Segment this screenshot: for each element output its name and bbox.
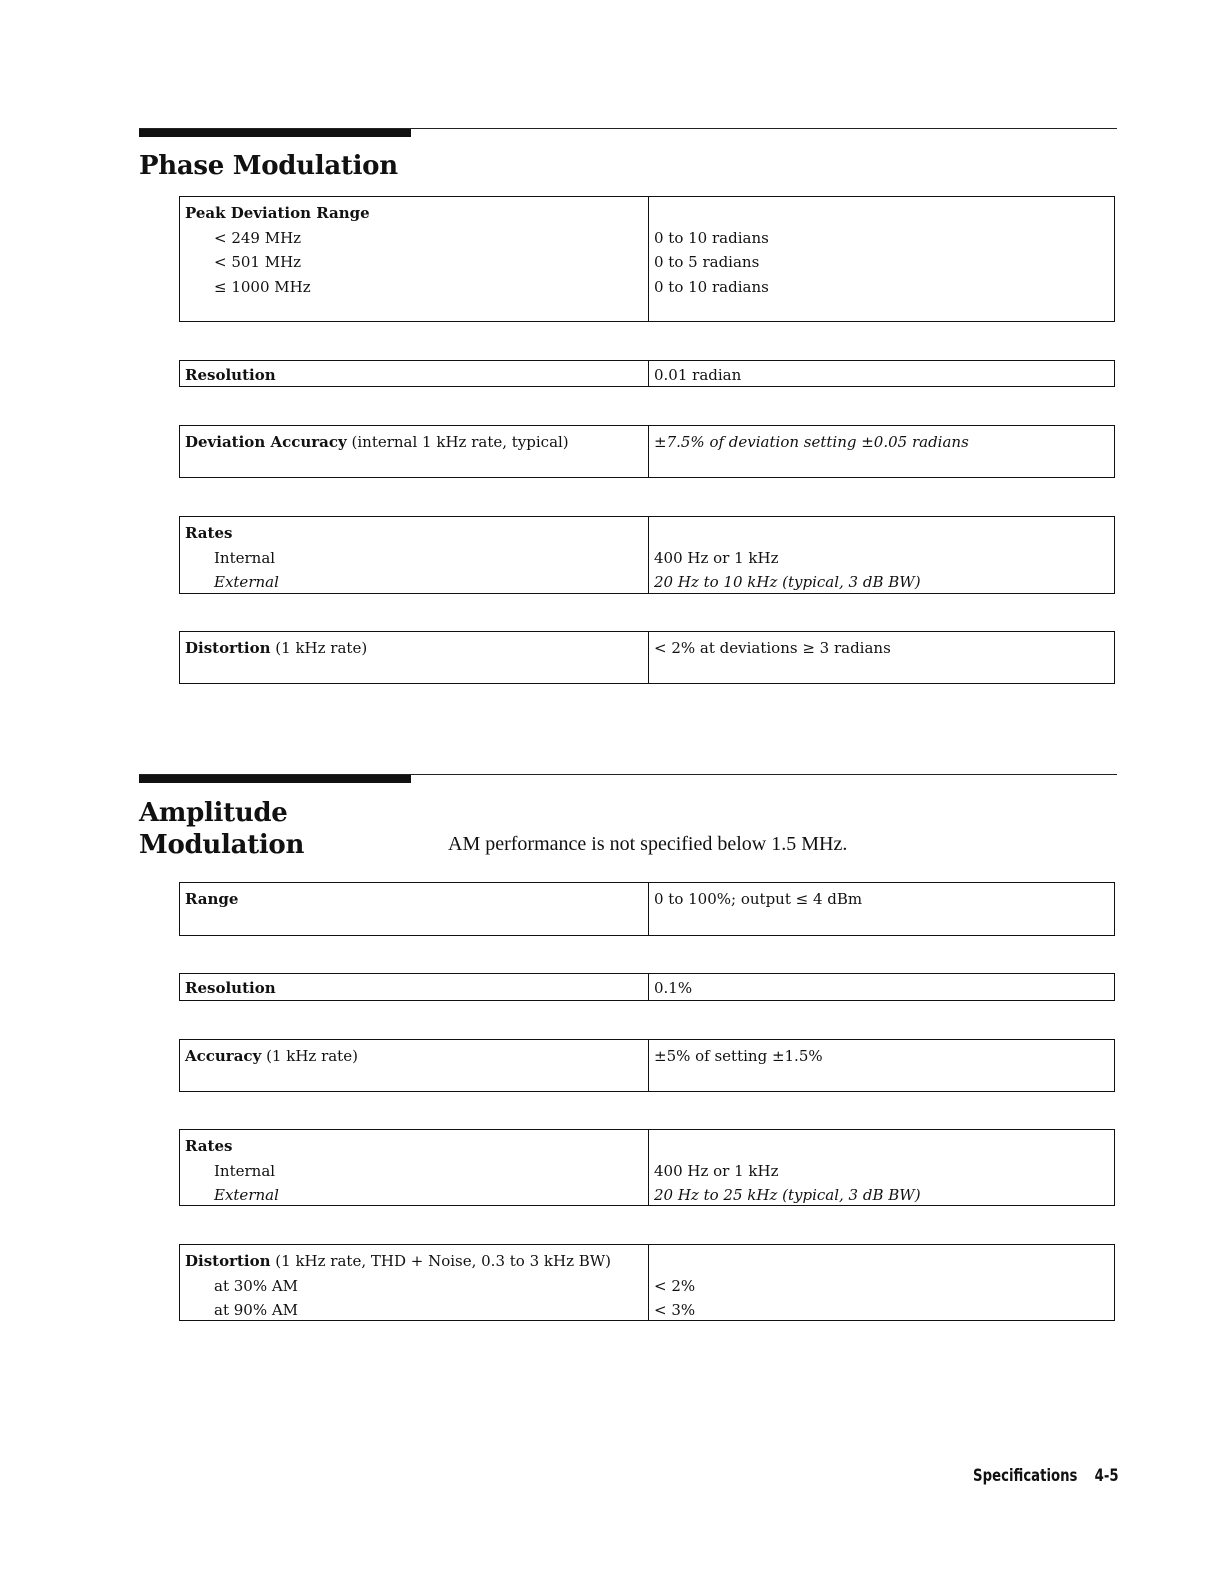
pm-rates-value-cell [649, 517, 1114, 593]
pm-rates-internal-value: 400 Hz or 1 kHz [654, 548, 779, 567]
am-heading-line1: Amplitude [139, 798, 288, 828]
am-resolution-label: Resolution [185, 979, 276, 997]
am-distortion-at90-value: < 3% [654, 1301, 696, 1319]
am-accuracy-label: Accuracy [185, 1047, 262, 1065]
pm-rates-label-cell [180, 517, 649, 593]
pm-rates-internal-label: Internal [214, 548, 276, 567]
am-range-value: 0 to 100%; output ≤ 4 dBm [654, 890, 863, 908]
section-rule-thick [139, 775, 411, 783]
am-distortion-table [179, 1244, 1115, 1321]
pm-distortion-label-cell [180, 632, 649, 683]
am-rates-internal-label: Internal [214, 1161, 276, 1180]
am-accuracy-label-cell [180, 1040, 649, 1091]
pm-resolution-value-cell [649, 361, 1114, 386]
pm-distortion-table [179, 631, 1115, 684]
am-heading-line2: Modulation [139, 830, 305, 860]
footer-section-name: Specifications [973, 1466, 1078, 1486]
pm-distortion-value: < 2% at deviations ≥ 3 radians [654, 639, 891, 657]
peak-deviation-value-cell [649, 197, 1114, 321]
pm-resolution-value: 0.01 radian [654, 366, 742, 384]
am-accuracy-qualifier: (1 kHz rate) [261, 1047, 358, 1065]
peak-row-freq: < 501 MHz [214, 253, 302, 271]
pm-distortion-value-cell [649, 632, 1114, 683]
pm-resolution-table [179, 360, 1115, 387]
am-rates-label-cell [180, 1130, 649, 1205]
phase-modulation-heading: Phase Modulation [139, 151, 398, 181]
peak-row-value: 0 to 5 radians [654, 253, 760, 271]
section-rule-thin [139, 774, 1117, 775]
peak-deviation-label: Peak Deviation Range [185, 204, 370, 222]
am-accuracy-table [179, 1039, 1115, 1092]
deviation-accuracy-label-cell [180, 426, 649, 477]
am-range-label-cell [180, 883, 649, 935]
am-resolution-value: 0.1% [654, 979, 693, 997]
pm-distortion-label: Distortion [185, 639, 271, 657]
peak-deviation-table [179, 196, 1115, 322]
am-distortion-label: Distortion [185, 1252, 271, 1270]
peak-deviation-label-cell [180, 197, 649, 321]
pm-resolution-label: Resolution [185, 366, 276, 384]
am-rates-table [179, 1129, 1115, 1206]
am-accuracy-value-cell [649, 1040, 1114, 1091]
deviation-accuracy-qualifier: (internal 1 kHz rate, typical) [346, 433, 569, 451]
footer-page-number: 4-5 [1095, 1466, 1119, 1486]
deviation-accuracy-label: Deviation Accuracy [185, 433, 347, 451]
am-range-table [179, 882, 1115, 936]
peak-row-freq: ≤ 1000 MHz [214, 277, 311, 296]
am-rates-internal-value: 400 Hz or 1 kHz [654, 1161, 779, 1180]
pm-distortion-qualifier: (1 kHz rate) [270, 639, 368, 657]
page-footer [973, 1466, 1119, 1486]
deviation-accuracy-table [179, 425, 1115, 478]
deviation-accuracy-value-cell [649, 426, 1114, 477]
am-resolution-label-cell [180, 974, 649, 1000]
am-distortion-at30-value: < 2% [654, 1276, 696, 1295]
am-note: AM performance is not specified below 1.5 MHz. [448, 833, 848, 855]
am-distortion-value-cell [649, 1245, 1114, 1320]
am-rates-external-label: External [214, 1186, 279, 1204]
am-accuracy-value: ±5% of setting ±1.5% [654, 1047, 823, 1065]
pm-rates-table [179, 516, 1115, 594]
amplitude-modulation-heading [139, 797, 304, 861]
peak-row-freq: < 249 MHz [214, 228, 302, 247]
am-rates-external-value: 20 Hz to 25 kHz (typical, 3 dB BW) [654, 1186, 921, 1204]
am-distortion-label-cell [180, 1245, 649, 1320]
pm-rates-external-value: 20 Hz to 10 kHz (typical, 3 dB BW) [654, 573, 921, 591]
deviation-accuracy-value: ±7.5% of deviation setting ±0.05 radians [654, 433, 969, 451]
am-distortion-at90-label: at 90% AM [214, 1301, 299, 1319]
pm-rates-external-label: External [214, 573, 279, 591]
am-distortion-at30-label: at 30% AM [214, 1276, 299, 1295]
section-rule-thin [139, 128, 1117, 129]
peak-row-value: 0 to 10 radians [654, 228, 769, 247]
am-range-label: Range [185, 890, 239, 908]
pm-resolution-label-cell [180, 361, 649, 386]
am-resolution-table [179, 973, 1115, 1001]
am-rates-value-cell [649, 1130, 1114, 1205]
am-distortion-qualifier: (1 kHz rate, THD + Noise, 0.3 to 3 kHz BW) [270, 1252, 612, 1270]
am-rates-label: Rates [185, 1137, 233, 1155]
peak-row-value: 0 to 10 radians [654, 277, 769, 296]
am-resolution-value-cell [649, 974, 1114, 1000]
am-range-value-cell [649, 883, 1114, 935]
pm-rates-label: Rates [185, 524, 233, 542]
section-rule-thick [139, 129, 411, 137]
